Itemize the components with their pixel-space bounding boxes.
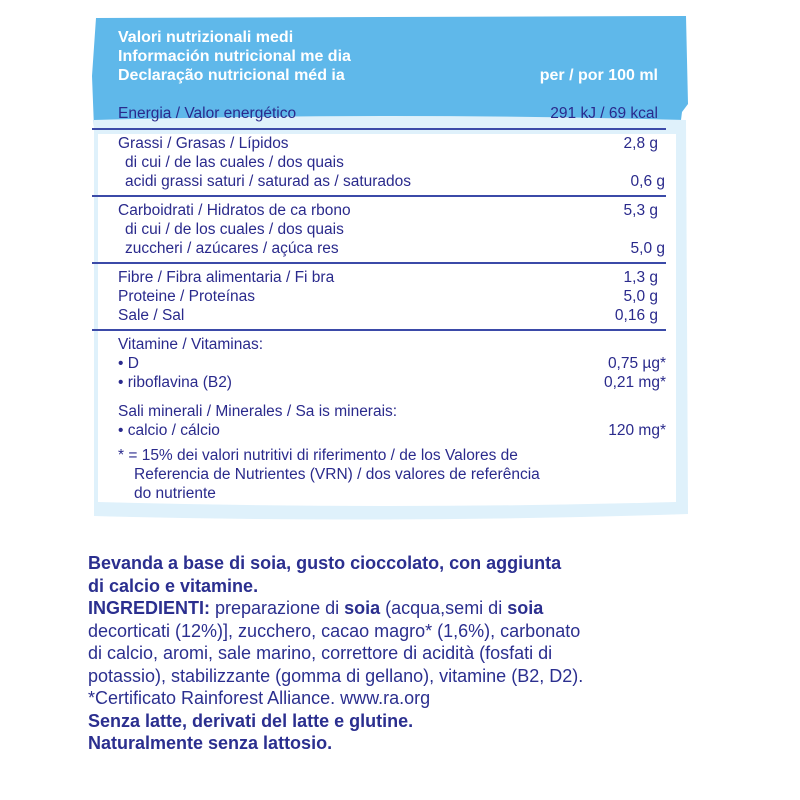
header-line-portuguese: Declaração nutricional méd ia <box>118 67 345 84</box>
row-saturates: acidi grassi saturi / saturad as / saturados 0,6 g <box>125 173 665 190</box>
ingredients-line1: INGREDIENTI: preparazione di soia (acqua,semi di soia <box>88 598 544 618</box>
footnote: * = 15% dei valori nutritivi di riferimento / de los Valores de Referencia de Nutrientes (VRN) / dos valores de referência do nutriente <box>118 447 540 502</box>
row-carbohydrates: Carboidrati / Hidratos de ca rbono 5,3 g <box>118 202 658 219</box>
row-fat-of-which: di cui / de las cuales / dos quais <box>125 154 344 171</box>
table-header <box>118 28 658 85</box>
row-salt: Sale / Sal 0,16 g <box>118 307 658 324</box>
row-riboflavin: • riboflavina (B2) 0,21 mg* <box>118 374 666 391</box>
certification-note: *Certificato Rainforest Alliance. www.ra.org <box>88 688 431 708</box>
separator <box>92 128 666 130</box>
separator <box>92 329 666 331</box>
product-description <box>88 552 778 755</box>
row-fat: Grassi / Grasas / Lípidos 2,8 g <box>118 135 658 152</box>
allergen-free-line1: Senza latte, derivati del latte e glutine. <box>88 710 414 731</box>
row-vitamin-d: • D 0,75 µg* <box>118 355 666 372</box>
row-protein: Proteine / Proteínas 5,0 g <box>118 288 658 305</box>
product-title-line1: Bevanda a base di soia, gusto cioccolato, con aggiunta <box>88 553 562 573</box>
row-sugars: zuccheri / azúcares / açúca res 5,0 g <box>125 240 665 257</box>
row-calcium: • calcio / cálcio 120 mg* <box>118 422 666 439</box>
product-title-line2: di calcio e vitamine. <box>88 575 259 596</box>
ingredients-line3: di calcio, aromi, sale marino, correttore di acidità (fosfati di <box>88 643 553 663</box>
ingredients-line2: decorticati (12%)], zucchero, cacao magro* (1,6%), carbonato <box>88 620 581 641</box>
row-carb-of-which: di cui / de los cuales / dos quais <box>125 221 344 238</box>
row-energy: Energia / Valor energético 291 kJ / 69 kcal <box>118 105 658 122</box>
allergen-free-line2: Naturalmente senza lattosio. <box>88 733 333 753</box>
header-line-italian: Valori nutrizionali medi <box>118 29 294 46</box>
row-vitamins-heading: Vitamine / Vitaminas: <box>118 336 264 353</box>
ingredients-line4: potassio), stabilizzante (gomma di gellano), vitamine (B2, D2). <box>88 665 584 686</box>
row-fibre: Fibre / Fibra alimentaria / Fi bra 1,3 g <box>118 269 658 286</box>
row-minerals-heading: Sali minerali / Minerales / Sa is minerais: <box>118 403 398 420</box>
header-per-100ml: per / por 100 ml <box>539 67 658 84</box>
separator <box>92 262 666 264</box>
header-line-spanish: Información nutricional me dia <box>118 48 351 65</box>
separator <box>92 195 666 197</box>
